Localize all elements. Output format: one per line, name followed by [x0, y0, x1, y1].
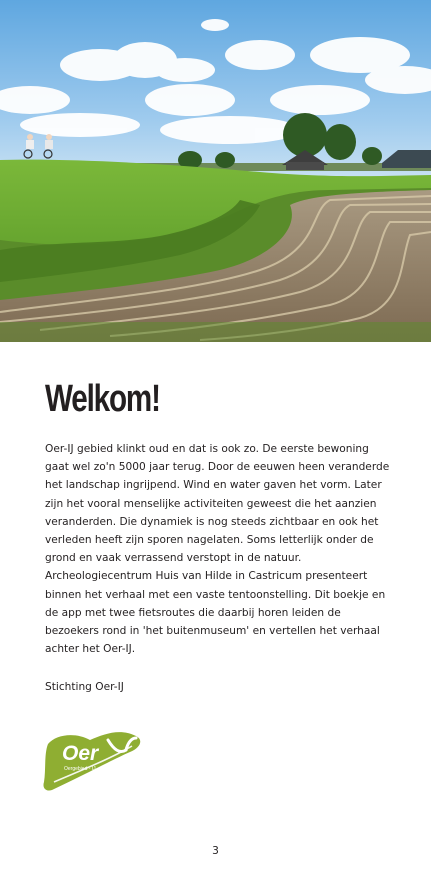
paragraph-history: Oer-IJ gebied klinkt oud en dat is ook zo. De eerste bewoning gaat wel zo'n 5000 jaar terug. Door de eeuwen heen veranderde het landschap ingrijpend. Wind en water gaven het vorm. Later zijn het vooral menselijke activiteiten geweest die het aanzien veranderden. Die dynamiek is nog steeds zichtbaar en ook het verleden heeft zijn sporen nagelaten. Soms letterlijk onder de grond en vaak verrassend verstopt in de natuur.	[45, 443, 390, 565]
logo-wordmark: Oer	[62, 742, 99, 765]
page-number: 3	[212, 845, 219, 857]
logo-tagline: Oergebied - IJ	[64, 766, 96, 772]
hero-photo	[0, 0, 431, 342]
page-title: Welkom!	[45, 378, 160, 420]
oer-ij-logo	[42, 730, 144, 796]
paragraph-museum: Archeologiecentrum Huis van Hilde in Castricum presenteert binnen het verhaal met een vaste tentoonstelling. Dit boekje en de app met twee fietsroutes die daarbij horen leiden de bezoekers rond in 'het buitenmuseum' en vertellen het verhaal achter het Oer-IJ.	[45, 570, 386, 656]
intro-text	[45, 440, 395, 658]
signature: Stichting Oer-IJ	[45, 681, 124, 693]
